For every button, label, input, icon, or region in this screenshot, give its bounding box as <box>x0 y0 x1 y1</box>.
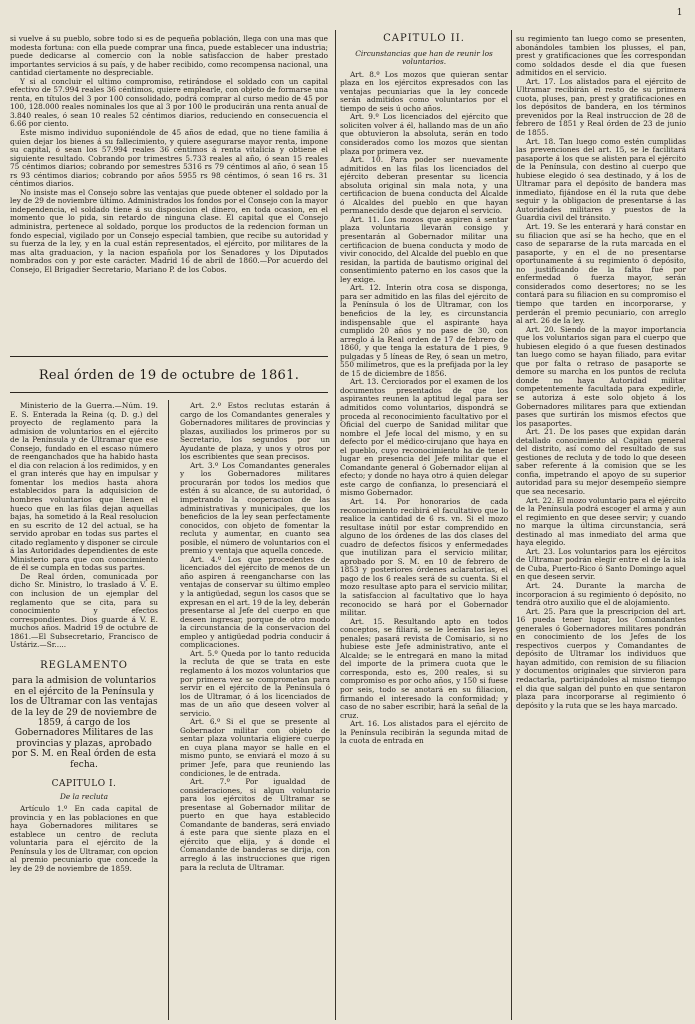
paragraph: Este mismo individuo suponiéndole de 45 años de edad, que no tiene familia á quien dejar los bienes á su fallecimiento, y quiere asegurarse mayor renta, impone su capital, ó sean los 57.994 reales 36 céntimos á renta vitalicia y obtiene el siguiente resultado. Cobrando por trimestres 5.733 reales al año, ó sean 15 reales 75 céntimos diarios; cobrando por semestres 5316 rs 79 céntimos al año, ó sean 15 rs 93 céntimos diarios; cobrando por años 5955 rs 98 céntimos, ó sean 16 rs. 31 céntimos diarios. <box>10 128 328 189</box>
column-a <box>10 402 158 874</box>
paragraph: Art. 23. Los voluntarios para los ejércitos de Ultramar podrán elegir entre el de la isla de Cuba, Puerto-Rico ó Santo Domingo aquel en que deseen servir. <box>516 546 686 582</box>
paragraph: Art. 8.º Los mozos que quieran sentar plaza en los ejércitos expresados con las ventajas pecuniarias que la ley concede serán admitidos como voluntarios por el tiempo de seis ú ocho años. <box>340 69 508 113</box>
column-rule <box>511 30 512 1020</box>
paragraph: Art. 13. Cerciorados por el examen de los documentos presentados de que los aspirantes reunen la aptitud legal para ser admitidos como voluntarios, dispondrá se proceda al reconocimiento facultativo por el Oficial del cuerpo de Sanidad militar que nombre el Jefe local del mismo, y en su defecto por el médico-cirujano que haya en el pueblo, cuyo reconocimiento ha de tener lugar en presencia del Jefe militar que el Comandante general ó Gobernador elijan al efecto; y donde no haya otro á quien delegar este cargo de confianza, lo presenciará el mismo Gobernador. <box>340 377 508 498</box>
page-number: 1 <box>676 8 683 18</box>
paragraph: Art. 2.º Estos reclutas estarán á cargo de los Comandantes generales y Gobernadores militares de provincias y plazas, auxiliados los primeros por su Secretario, los segundos por un Ayudante de plaza, y unos y otros por los escribientes que sean precisos. <box>180 401 330 462</box>
column-b <box>180 402 330 872</box>
paragraph: Art. 5.º Queda por lo tanto reducida la recluta de que se trata en este reglamento á los mozos voluntarios que por primera vez se comprometan para servir en el ejército de la Península ó los de Ultramar, ó á los licenciados de mas de un año que deseen volver al servicio. <box>180 648 330 718</box>
paragraph: Art. 4.º Los que procedentes de licenciados del ejército de menos de un año aspiren á reengancharse con las ventajas de conservar su último empleo y la antigüedad, segun los casos que se expresan en el art. 19 de la ley, deberán presentarse al Jefe del cuerpo en que deseen ingresar, porque de otro modo la circunstancia de la conservacion del empleo y antigüedad podria conducir á complicaciones. <box>180 554 330 650</box>
paragraph: Art. 10. Para poder ser nuevamente admitidos en las filas los licenciados del ejército deberan presentar su licencia absoluta original sin mala nota, y una certificacion de buena conducta del Alcalde ó Alcaldes del pueblo en que hayan permanecido desde que dejaron el servicio. <box>340 155 508 216</box>
paragraph: Art. 22. El mozo voluntario para el ejército de la Península podrá escoger el arma y aun el regimiento en que desee servir; y cuando no marque la última circunstancia, será destinado al mas inmediato del arma que haya elegido. <box>516 495 686 548</box>
paragraph: Art. 9.º Los licenciados del ejército que soliciten volver á él, hallando mas de un año que obtuvieron la absoluta, serán en todo considerados como los mozos que sientan plaza por primera vez. <box>340 112 508 156</box>
paragraph: Art. 24. Durante la marcha de incorporacion á su regimiento ó depósito, no tendrá otro auxilio que el de alojamiento. <box>516 581 686 608</box>
chapter-subtitle: De la recluta <box>59 791 108 801</box>
chapter-subtitle: Circunstancias que han de reunir los voluntarios. <box>355 48 493 67</box>
royal-order-title: Real órden de 19 de octubre de 1861. <box>38 368 300 383</box>
chapter-title: CAPITULO II. <box>383 33 465 44</box>
paragraph: Art. 19. Se les enterará y hará constar en su filiacion que así se ha hecho, que en el caso de separarse de la ruta marcada en el pasaporte, y en el de no presentarse oportunamente á su regimiento ó depósito, no justificando de la falta fué por enfermedad ó fuerza mayor, serán considerados como desertores; no se les contará para su filiacion en su compromiso el tiempo que tarden en incorporarse, y perderán el premio pecuniario, con arreglo al art. 26 de la ley. <box>516 222 686 326</box>
paragraph: Art. 21. De los pases que expidan darán detallado conocimiento al Capitan general del distrito, así como del resultado de sus gestiones de recluta y de todo lo que deseen saber referente á la comision que se les confia, impetrando el apoyo de su superior autoridad para su mejor desempeño siempre que sea necesario. <box>516 427 686 496</box>
divider <box>10 356 328 357</box>
paragraph: Art. 15. Resultando apto en todos conceptos, se filiará, se le leerán las leyes penales; pasará revista de Comisario, si no hubiese este Jefe administrativo, ante el Alcalde; se le entregará en mano la mitad del importe de la primera cuota que le corresponda, esto es, 200 reales, si su compromiso es por ocho años, y 150 si fuese por seis, todo se anotará en su filiacion, firmando el interesado la conformidad; y caso de no saber escribir, hará la señal de la cruz. <box>340 616 508 720</box>
paragraph: Art. 16. Los alistados para el ejército de la Península recibirán la segunda mitad de la cuota de entrada en <box>340 719 508 746</box>
council-report-text <box>10 35 328 274</box>
paragraph: Art. 7.º Por igualdad de consideraciones, si algun voluntario para los ejércitos de Ultramar se presentase al Gobernador militar de puerto en que haya establecido Comandante de banderas, será enviado á este para que siente plaza en el ejército que elija, y á donde el Comandante de banderas se dirija, con arreglo á las instrucciones que rigen para la recluta de Ultramar. <box>180 777 330 872</box>
paragraph: Artículo 1.º En cada capital de provincia y en las poblaciones en que haya Gobernadores militares se establece un centro de recluta voluntaria para el ejército de la Península y los de Ultramar, con opcion al premio pecuniario que concede la ley de 29 de noviembre de 1859. <box>10 804 158 873</box>
paragraph: De Real órden, comunicada por dicho Sr. Ministro, lo traslado á V. E. con inclusion de un ejemplar del reglamento que se cita, para su conocimiento y efectos correspondientes. Dios guarde á V. E. muchos años. Madrid 19 de octubre de 1861.—El Subsecretario, Francisco de Ustáriz.—Sr..... <box>10 571 158 650</box>
paragraph: Art. 17. Los alistados para el ejército de Ultramar recibirán el resto de su primera cuota, pluses, pan, prest y gratificaciones en los depósitos de bandera, en los términos prevenidos por la Real instruccion de 28 de febrero de 1851 y Real órden de 23 de junio de 1855. <box>516 76 686 138</box>
paragraph: Art. 18. Tan luego como estén cumplidas las prevenciones del art. 15, se le facilitará pasaporte á los que se alisten para el ejército de la Península, con destino al cuerpo que hubiese elegido ó sea destinado, y á los de Ultramar para el depósito de bandera mas inmediato, fijándose en él la ruta que debe seguir y la obligacion de presentarse á las Autoridades militares y puestos de la Guardia civil del tránsito. <box>516 136 686 223</box>
paragraph: si vuelve á su pueblo, sobre todo si es de pequeña población, llega con una mas que modesta fortuna: con ella puede comprar una finca, puede establecer una industria; puede dedicarse al comercio con la noble satisfaccion de haber prestado importantes servicios á su país, y de haber recibido, como recompensa nacional, una cantidad ciertamente no despreciable. <box>10 34 328 78</box>
paragraph: Art. 3.º Los Comandantes generales y los Gobernadores militares procurarán por todos los medios que estén á su alcance, de su autoridad, ó impetrando la cooperacion de las administrativas y municipales, que los beneficios de la ley sean perfectamente conocidos, con objeto de fomentar la recluta y aumentar, en cuanto sea posible, el número de voluntarios con el premio y ventaja que aquella concede. <box>180 460 330 556</box>
column-rule <box>335 30 336 1020</box>
chapter-title: CAPITULO I. <box>51 779 117 790</box>
paragraph: su regimiento tan luego como se presenten, abonándoles tambien los plusses, el pan, prest y gratificaciones que les correspondan como soldados desde el dia que fuesen admitidos en el servicio. <box>516 34 686 78</box>
paragraph: Art. 6.º Si el que se presente al Gobernador militar con objeto de sentar plaza voluntaria eligiere cuerpo en cuya plana mayor se halle en el mismo punto, se enviará el mozo á su primer Jefe, para que reuniendo las condiciones, le de entrada. <box>180 717 330 778</box>
column-rule <box>168 400 169 1020</box>
divider <box>10 392 328 393</box>
paragraph: Art. 25. Para que la prescripcion del art. 16 pueda tener lugar, los Comandantes generales ó Gobernadores militares pondrán en conocimiento de los Jefes de los respectivos cuerpos y Comandantes de depósito de Ultramar los individuos que hayan admitido, con remision de su filiacion y documentos originales que sirvieron para redactarla, participándoles al mismo tiempo el dia que salgan del punto en que sentaron plaza para incorporarse al regimiento ó depósito y la ruta que se les haya marcado. <box>516 606 686 710</box>
regulation-description: para la admision de voluntarios en el ejército de la Península y los de Ultramar con las ventajas de la ley de 29 de noviembre de 1859, á cargo de los Gobernadores Militares de las provincias y plazas, aprobado por S. M. en Real órden de esta fecha. <box>10 676 158 770</box>
column-d <box>516 35 686 710</box>
paragraph: Art. 11. Los mozos que aspiren á sentar plaza voluntaria llevarán consigo y presentarán al Gobernador militar una certificacion de buena conducta y modo de vivir conocido, del Alcalde del pueblo en que residan, la partida de bautismo original del consentimiento paterno en los casos que la ley exige. <box>340 214 508 284</box>
paragraph: Ministerio de la Guerra.—Núm. 19. E. S. Enterada la Reina (q. D. g.) del proyecto de reglamento para la admision de voluntarios en el ejército de la Península y de Ultramar que ese Consejo, fundado en el escaso número de reenganchados que ha habido hasta el dia con relacion á los redimidos, y en el gran interés que hay en impulsar y fomentar los medios hasta ahora establecidos para la adquisicion de hombres voluntarios que llenen el hueco que en las filas dejan aquellas bajas, ha sometido á la Real resolucion en su escrito de 12 del actual, se ha servido aprobar en todas sus partes el citado reglamento y disponer se circule á las Autoridades dependientes de este Ministerio para que con conocimiento de él se cumpla en todas sus partes. <box>10 401 158 573</box>
paragraph: Art. 14. Por honorarios de cada reconocimiento recibirá el facultativo que lo realice la cantidad de 6 rs. vn. Si el mozo resultase inútil por estar comprendido en alguno de los órdenes de las dos clases del cuadro de defectos físicos y enfermedades que inutilizan para el servicio militar, aprobado por S. M. en 10 de febrero de 1853 y posteriores órdenes aclaratorias, el pago de los 6 reales será de su cuenta. Si el mozo resultase apto para el servicio militar, la satisfaccion al facultativo que lo haya reconocido se hará por el Gobernador militar. <box>340 496 508 618</box>
column-c <box>340 35 508 746</box>
paragraph: Art. 20. Siendo de la mayor importancia que los voluntarios sigan para el cuerpo que hubiesen elegido ó a que fuesen destinados tan luego como se hayan filiado, para evitar que por falta o retraso de pasaporte se demore su marcha en los puntos de recluta donde no haya Autoridad militar competentemente facultada para expedirle, se autoriza á este solo objeto á los Gobernadores militares para que extiendan pases que surtirán los mismos efectos que los pasaportes. <box>516 324 686 428</box>
regulation-title: REGLAMENTO <box>40 659 128 671</box>
paragraph: No insiste mas el Consejo sobre las ventajas que puede obtener el soldado por la ley de 29 de noviembre último. Administrados los fondos por el Consejo con la mayor independencia, el soldado tiene á su disposicion el dinero, en toda ocasion, en el momento que lo pida, sin retardo de ninguna clase. El capital que el Consejo administra, pertenece al soldado, porque los productos de la redencion forman un fondo especial, vigilado por un Consejo especial tambien, que recibe su autoridad y su fuerza de la ley, y en la cual están representados, el ejército, por militares de la mas alta graduacion, y la nacion española por los Senadores y los Diputados nombrados con y por este carácter. Madrid 16 de abril de 1860.—Por acuerdo del Consejo, El Brigadier Secretario, Mariano P. de los Cobos. <box>10 187 328 274</box>
paragraph: Art. 12. Interin otra cosa se disponga, para ser admitido en las filas del ejército de la Península ó los de Ultramar, con los beneficios de la ley, es circunstancia indispensable que el aspirante haya cumplido 20 años y no pase de 30, con arreglo á la Real orden de 17 de febrero de 1860, y que tenga la estatura de 1 pies, 9 pulgadas y 5 líneas de Rey, ó sean un metro, 550 milímetros, que es la prefijada por la ley de 15 de diciembre de 1856. <box>340 283 508 378</box>
paragraph: Y si al concluir el ultimo compromiso, retirándose el soldado con un capital efectivo de 57.994 reales 36 céntimos, quiere emplearle, con objeto de formarse una renta, en títulos del 3 por 100 consolidado, podrá comprar al curso medio de 45 por 100, 128.000 reales nominales los que al 3 por 100 le producirán una renta anual de 3.840 reales, ó sean 10 reales 52 céntimos diarios, reduciendo en consecuencia el 6.66 por ciento. <box>10 76 328 129</box>
